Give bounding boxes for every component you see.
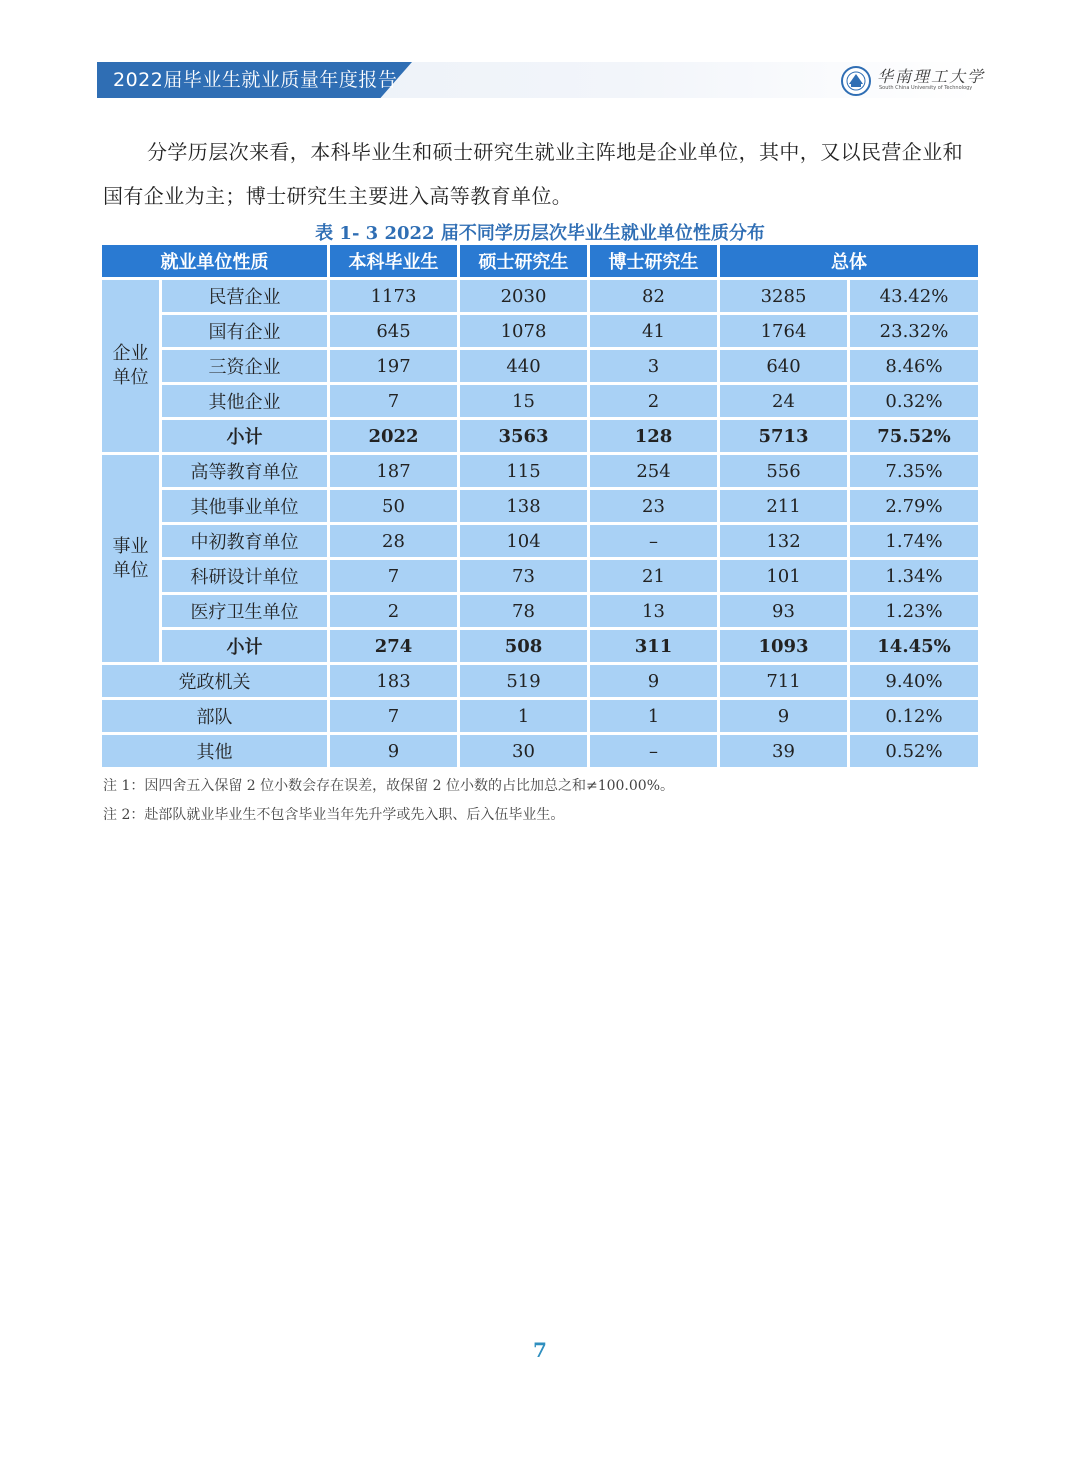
value-cell: 101 — [720, 560, 847, 592]
row-label: 部队 — [102, 700, 327, 732]
value-cell: 254 — [590, 455, 717, 487]
table-row — [102, 490, 978, 522]
header-doctor: 博士研究生 — [590, 245, 717, 277]
value-cell: 1078 — [460, 315, 587, 347]
value-cell: 1764 — [720, 315, 847, 347]
value-cell: 1173 — [330, 280, 457, 312]
value-cell: 0.52% — [850, 735, 978, 767]
value-cell: 183 — [330, 665, 457, 697]
value-cell: 24 — [720, 385, 847, 417]
row-label: 小计 — [162, 630, 327, 662]
table-body — [102, 280, 978, 767]
value-cell: 128 — [590, 420, 717, 452]
value-cell: 43.42% — [850, 280, 978, 312]
value-cell: 23 — [590, 490, 717, 522]
header-total: 总体 — [720, 245, 978, 277]
value-cell: – — [590, 735, 717, 767]
table-notes — [103, 772, 674, 830]
value-cell: 104 — [460, 525, 587, 557]
value-cell: 3 — [590, 350, 717, 382]
value-cell: 115 — [460, 455, 587, 487]
value-cell: 9 — [720, 700, 847, 732]
subtotal-row — [102, 630, 978, 662]
header-undergrad: 本科毕业生 — [330, 245, 457, 277]
value-cell: 1 — [460, 700, 587, 732]
table-row — [102, 455, 978, 487]
value-cell: 13 — [590, 595, 717, 627]
row-label: 其他 — [102, 735, 327, 767]
table-row — [102, 595, 978, 627]
value-cell: 8.46% — [850, 350, 978, 382]
value-cell: 39 — [720, 735, 847, 767]
value-cell: 274 — [330, 630, 457, 662]
value-cell: 7.35% — [850, 455, 978, 487]
value-cell: – — [590, 525, 717, 557]
value-cell: 7 — [330, 385, 457, 417]
row-label: 三资企业 — [162, 350, 327, 382]
value-cell: 138 — [460, 490, 587, 522]
value-cell: 197 — [330, 350, 457, 382]
value-cell: 311 — [590, 630, 717, 662]
table-row — [102, 665, 978, 697]
row-label: 党政机关 — [102, 665, 327, 697]
logo-name: 华南理工大学 — [877, 67, 986, 86]
note-1: 注 1：因四舍五入保留 2 位小数会存在误差，故保留 2 位小数的占比加总之和≠100.00%。 — [103, 778, 674, 794]
table-row — [102, 700, 978, 732]
value-cell: 1.34% — [850, 560, 978, 592]
page-number: 7 — [533, 1338, 547, 1362]
row-label: 医疗卫生单位 — [162, 595, 327, 627]
value-cell: 23.32% — [850, 315, 978, 347]
value-cell: 1.23% — [850, 595, 978, 627]
value-cell: 3563 — [460, 420, 587, 452]
value-cell: 0.32% — [850, 385, 978, 417]
value-cell: 9.40% — [850, 665, 978, 697]
row-label: 其他事业单位 — [162, 490, 327, 522]
row-label: 高等教育单位 — [162, 455, 327, 487]
value-cell: 2022 — [330, 420, 457, 452]
value-cell: 556 — [720, 455, 847, 487]
value-cell: 211 — [720, 490, 847, 522]
value-cell: 82 — [590, 280, 717, 312]
value-cell: 2 — [590, 385, 717, 417]
table-header-row — [102, 245, 978, 277]
table-row — [102, 525, 978, 557]
header-master: 硕士研究生 — [460, 245, 587, 277]
value-cell: 5713 — [720, 420, 847, 452]
subtotal-row — [102, 420, 978, 452]
row-label: 中初教育单位 — [162, 525, 327, 557]
row-label: 其他企业 — [162, 385, 327, 417]
value-cell: 93 — [720, 595, 847, 627]
value-cell: 7 — [330, 560, 457, 592]
university-seal-icon — [841, 66, 871, 96]
row-label: 国有企业 — [162, 315, 327, 347]
value-cell: 1093 — [720, 630, 847, 662]
row-label: 科研设计单位 — [162, 560, 327, 592]
value-cell: 519 — [460, 665, 587, 697]
table-row — [102, 385, 978, 417]
group-label — [102, 280, 159, 452]
value-cell: 640 — [720, 350, 847, 382]
group-label-line: 事业 — [112, 535, 149, 557]
value-cell: 0.12% — [850, 700, 978, 732]
value-cell: 2 — [330, 595, 457, 627]
table-row — [102, 560, 978, 592]
value-cell: 15 — [460, 385, 587, 417]
table-row — [102, 280, 978, 312]
value-cell: 2030 — [460, 280, 587, 312]
intro-paragraph: 分学历层次来看，本科毕业生和硕士研究生就业主阵地是企业单位，其中，又以民营企业和国有企业为主；博士研究生主要进入高等教育单位。 — [103, 140, 963, 208]
row-label: 小计 — [162, 420, 327, 452]
value-cell: 3285 — [720, 280, 847, 312]
value-cell: 1.74% — [850, 525, 978, 557]
value-cell: 30 — [460, 735, 587, 767]
employment-unit-table — [99, 242, 981, 770]
report-title: 2022届毕业生就业质量年度报告 — [113, 69, 398, 91]
group-label-line: 单位 — [112, 367, 149, 388]
value-cell: 711 — [720, 665, 847, 697]
value-cell: 132 — [720, 525, 847, 557]
group-label-line: 企业 — [112, 343, 149, 364]
value-cell: 187 — [330, 455, 457, 487]
value-cell: 9 — [330, 735, 457, 767]
group-label-line: 单位 — [112, 559, 149, 581]
value-cell: 21 — [590, 560, 717, 592]
value-cell: 50 — [330, 490, 457, 522]
value-cell: 440 — [460, 350, 587, 382]
row-label: 民营企业 — [162, 280, 327, 312]
value-cell: 7 — [330, 700, 457, 732]
value-cell: 41 — [590, 315, 717, 347]
table-row — [102, 735, 978, 767]
table-row — [102, 315, 978, 347]
value-cell: 73 — [460, 560, 587, 592]
value-cell: 645 — [330, 315, 457, 347]
logo-subtitle: South China University of Technology — [879, 85, 973, 91]
note-2: 注 2：赴部队就业毕业生不包含毕业当年先升学或先入职、后入伍毕业生。 — [103, 807, 565, 823]
value-cell: 2.79% — [850, 490, 978, 522]
header-unit-type: 就业单位性质 — [102, 245, 327, 277]
table-row — [102, 350, 978, 382]
table-caption: 表 1- 3 2022 届不同学历层次毕业生就业单位性质分布 — [315, 223, 765, 244]
value-cell: 78 — [460, 595, 587, 627]
value-cell: 75.52% — [850, 420, 978, 452]
value-cell: 9 — [590, 665, 717, 697]
value-cell: 28 — [330, 525, 457, 557]
university-logo — [841, 64, 986, 98]
value-cell: 14.45% — [850, 630, 978, 662]
group-label — [102, 455, 159, 662]
value-cell: 508 — [460, 630, 587, 662]
value-cell: 1 — [590, 700, 717, 732]
